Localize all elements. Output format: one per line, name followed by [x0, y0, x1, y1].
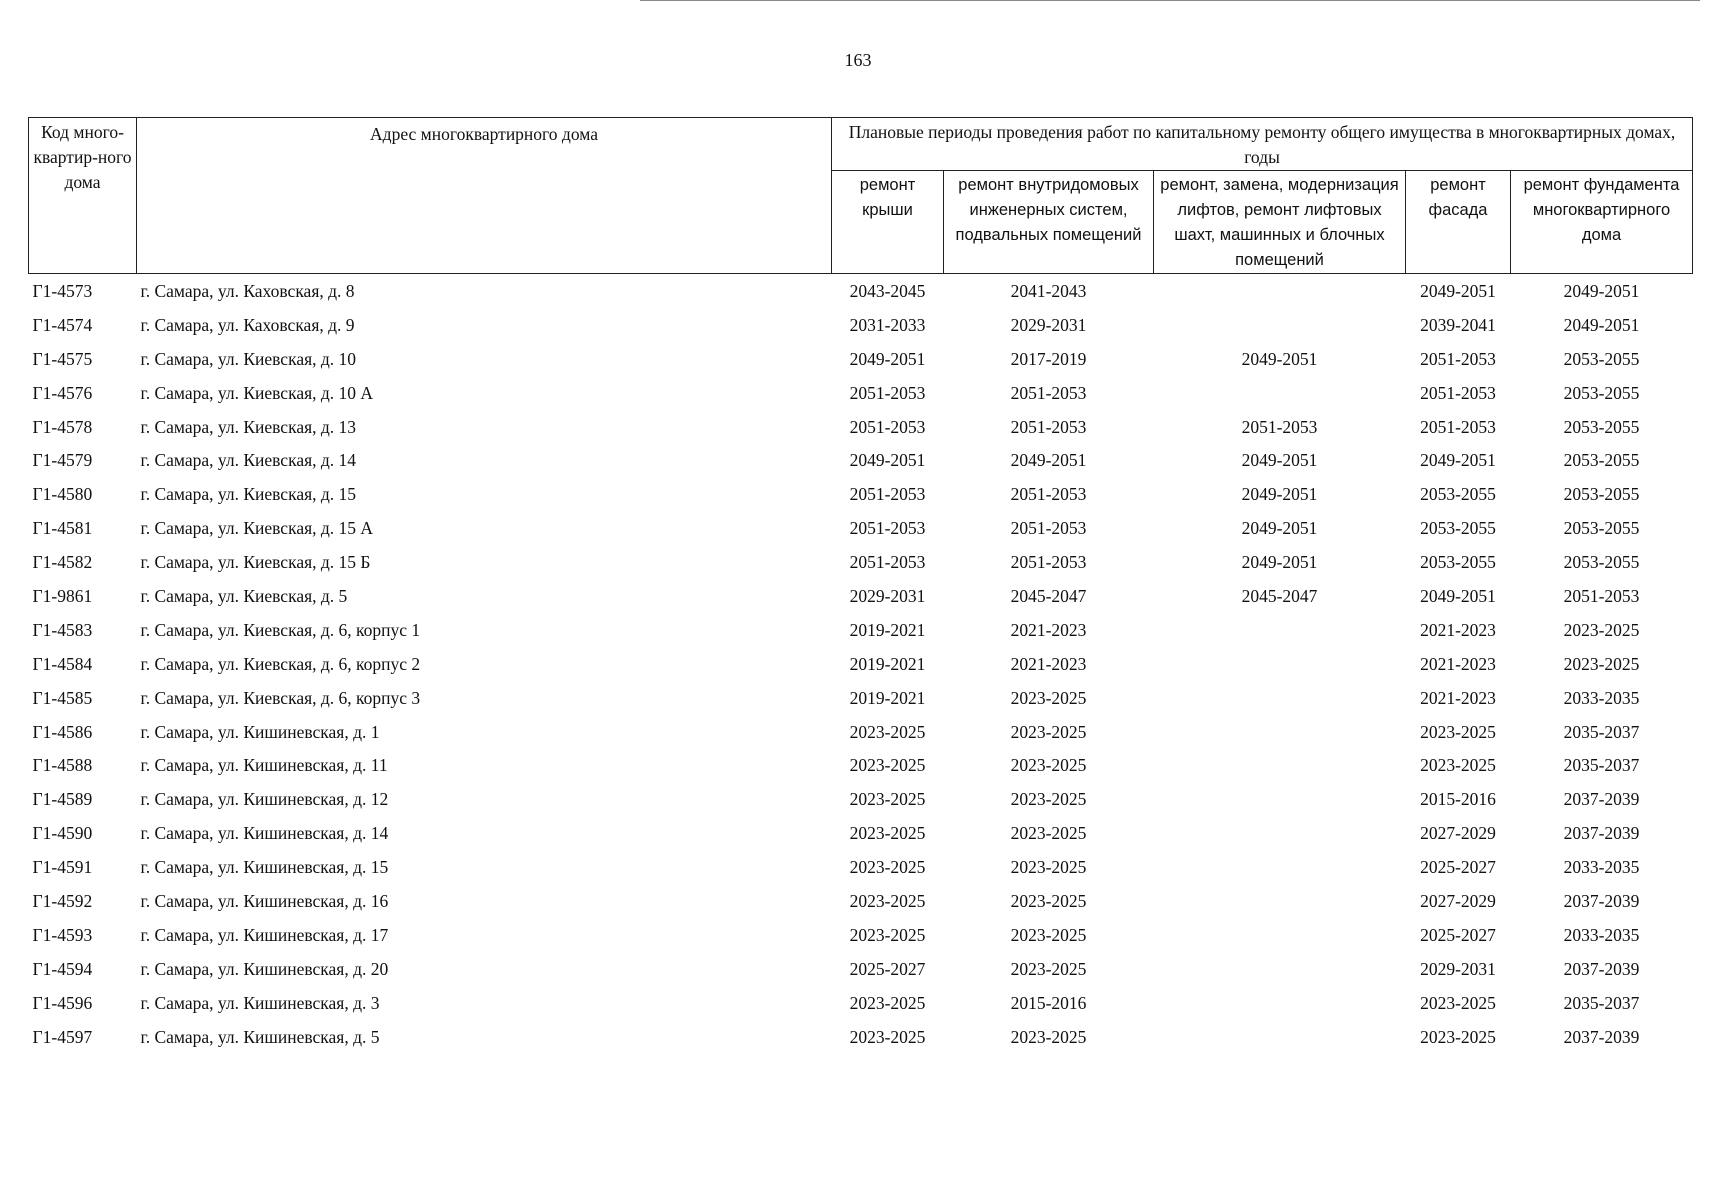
facade-period-cell: 2023-2025	[1420, 992, 1496, 1013]
engineering-period-cell: 2051-2053	[1010, 518, 1087, 539]
address-cell: г. Самара, ул. Кишиневская, д. 3	[140, 992, 380, 1013]
elevators-period-cell	[1154, 884, 1406, 918]
roof-period-cell: 2051-2053	[849, 552, 926, 573]
elevators-period-cell	[1154, 986, 1406, 1020]
table-row	[29, 613, 1693, 647]
engineering-period-cell: 2051-2053	[1010, 382, 1087, 403]
table-row	[29, 410, 1693, 444]
elevators-period-cell: 2045-2047	[1241, 585, 1318, 606]
code-cell: Г1-4574	[32, 314, 93, 335]
engineering-period-cell: 2017-2019	[1010, 348, 1087, 369]
roof-period-cell: 2023-2025	[849, 823, 926, 844]
facade-period-cell: 2051-2053	[1420, 416, 1496, 437]
foundation-period-cell: 2053-2055	[1563, 348, 1640, 369]
elevators-period-cell	[1154, 816, 1406, 850]
roof-period-cell: 2051-2053	[849, 484, 926, 505]
engineering-period-cell: 2021-2023	[1010, 653, 1087, 674]
roof-period-cell: 2023-2025	[849, 890, 926, 911]
foundation-period-cell: 2033-2035	[1563, 924, 1640, 945]
foundation-period-cell: 2035-2037	[1563, 755, 1640, 776]
code-cell: Г1-4597	[32, 1026, 93, 1047]
elevators-period-cell	[1154, 952, 1406, 986]
roof-period-cell: 2049-2051	[849, 348, 926, 369]
foundation-period-cell: 2053-2055	[1563, 484, 1640, 505]
table-body	[29, 274, 1693, 1054]
elevators-period-cell	[1154, 613, 1406, 647]
elevators-period-cell	[1154, 274, 1406, 308]
facade-period-cell: 2049-2051	[1420, 585, 1496, 606]
roof-period-cell: 2023-2025	[849, 721, 926, 742]
foundation-period-cell: 2053-2055	[1563, 518, 1640, 539]
engineering-period-cell: 2023-2025	[1010, 890, 1087, 911]
foundation-period-cell: 2023-2025	[1563, 653, 1640, 674]
foundation-period-cell: 2023-2025	[1563, 619, 1640, 640]
address-cell: г. Самара, ул. Киевская, д. 14	[140, 450, 357, 471]
code-cell: Г1-4589	[32, 789, 93, 810]
table-row	[29, 342, 1693, 376]
table-row	[29, 511, 1693, 545]
table-row	[29, 1020, 1693, 1054]
facade-period-cell: 2025-2027	[1420, 924, 1496, 945]
table-row	[29, 443, 1693, 477]
facade-period-cell: 2053-2055	[1420, 484, 1496, 505]
engineering-period-cell: 2023-2025	[1010, 789, 1087, 810]
foundation-period-cell: 2037-2039	[1563, 1026, 1640, 1047]
header-facade: ремонт фасада	[1406, 171, 1511, 274]
code-cell: Г1-4573	[32, 280, 93, 301]
address-cell: г. Самара, ул. Киевская, д. 6, корпус 1	[140, 619, 421, 640]
elevators-period-cell	[1154, 748, 1406, 782]
address-cell: г. Самара, ул. Каховская, д. 8	[140, 280, 355, 301]
roof-period-cell: 2023-2025	[849, 1026, 926, 1047]
code-cell: Г1-4588	[32, 755, 93, 776]
code-cell: Г1-4596	[32, 992, 93, 1013]
table-row	[29, 308, 1693, 342]
header-periods-group: Плановые периоды проведения работ по капитальному ремонту общего имущества в многоквартирных домах, годы	[832, 118, 1693, 171]
foundation-period-cell: 2033-2035	[1563, 687, 1640, 708]
foundation-period-cell: 2053-2055	[1563, 450, 1640, 471]
elevators-period-cell: 2051-2053	[1241, 416, 1318, 437]
code-cell: Г1-4585	[32, 687, 93, 708]
table-row	[29, 850, 1693, 884]
code-cell: Г1-4581	[32, 518, 93, 539]
facade-period-cell: 2023-2025	[1420, 755, 1496, 776]
foundation-period-cell: 2037-2039	[1563, 890, 1640, 911]
facade-period-cell: 2025-2027	[1420, 857, 1496, 878]
elevators-period-cell	[1154, 715, 1406, 749]
address-cell: г. Самара, ул. Киевская, д. 6, корпус 2	[140, 653, 421, 674]
roof-period-cell: 2019-2021	[849, 619, 926, 640]
foundation-period-cell: 2053-2055	[1563, 382, 1640, 403]
table-row	[29, 748, 1693, 782]
address-cell: г. Самара, ул. Кишиневская, д. 17	[140, 924, 389, 945]
facade-period-cell: 2053-2055	[1420, 518, 1496, 539]
address-cell: г. Самара, ул. Кишиневская, д. 11	[140, 755, 388, 776]
address-cell: г. Самара, ул. Киевская, д. 6, корпус 3	[140, 687, 421, 708]
engineering-period-cell: 2023-2025	[1010, 687, 1087, 708]
address-cell: г. Самара, ул. Киевская, д. 5	[140, 585, 348, 606]
engineering-period-cell: 2029-2031	[1010, 314, 1087, 335]
address-cell: г. Самара, ул. Киевская, д. 15 Б	[140, 552, 371, 573]
address-cell: г. Самара, ул. Кишиневская, д. 15	[140, 857, 389, 878]
roof-period-cell: 2031-2033	[849, 314, 926, 335]
engineering-period-cell: 2021-2023	[1010, 619, 1087, 640]
elevators-period-cell: 2049-2051	[1241, 348, 1318, 369]
header-foundation: ремонт фундамента многоквартирного дома	[1511, 171, 1693, 274]
address-cell: г. Самара, ул. Киевская, д. 13	[140, 416, 357, 437]
table-row	[29, 816, 1693, 850]
facade-period-cell: 2023-2025	[1420, 1026, 1496, 1047]
elevators-period-cell	[1154, 681, 1406, 715]
roof-period-cell: 2019-2021	[849, 687, 926, 708]
header-address: Адрес многоквартирного дома	[137, 118, 832, 274]
table-row	[29, 782, 1693, 816]
roof-period-cell: 2051-2053	[849, 382, 926, 403]
engineering-period-cell: 2041-2043	[1010, 280, 1087, 301]
facade-period-cell: 2027-2029	[1420, 823, 1496, 844]
table-row	[29, 952, 1693, 986]
roof-period-cell: 2023-2025	[849, 857, 926, 878]
foundation-period-cell: 2053-2055	[1563, 416, 1640, 437]
code-cell: Г1-4592	[32, 890, 93, 911]
address-cell: г. Самара, ул. Кишиневская, д. 12	[140, 789, 389, 810]
table-row	[29, 715, 1693, 749]
address-cell: г. Самара, ул. Киевская, д. 15	[140, 484, 357, 505]
engineering-period-cell: 2023-2025	[1010, 755, 1087, 776]
facade-period-cell: 2021-2023	[1420, 687, 1496, 708]
engineering-period-cell: 2051-2053	[1010, 416, 1087, 437]
elevators-period-cell: 2049-2051	[1241, 552, 1318, 573]
code-cell: Г1-4591	[32, 857, 93, 878]
facade-period-cell: 2015-2016	[1420, 789, 1496, 810]
address-cell: г. Самара, ул. Кишиневская, д. 14	[140, 823, 389, 844]
engineering-period-cell: 2023-2025	[1010, 1026, 1087, 1047]
elevators-period-cell	[1154, 850, 1406, 884]
elevators-period-cell: 2049-2051	[1241, 518, 1318, 539]
roof-period-cell: 2029-2031	[849, 585, 926, 606]
foundation-period-cell: 2033-2035	[1563, 857, 1640, 878]
engineering-period-cell: 2051-2053	[1010, 552, 1087, 573]
code-cell: Г1-9861	[32, 585, 93, 606]
engineering-period-cell: 2049-2051	[1010, 450, 1087, 471]
facade-period-cell: 2049-2051	[1420, 280, 1496, 301]
roof-period-cell: 2019-2021	[849, 653, 926, 674]
foundation-period-cell: 2037-2039	[1563, 958, 1640, 979]
address-cell: г. Самара, ул. Каховская, д. 9	[140, 314, 355, 335]
code-cell: Г1-4590	[32, 823, 93, 844]
foundation-period-cell: 2035-2037	[1563, 721, 1640, 742]
address-cell: г. Самара, ул. Кишиневская, д. 5	[140, 1026, 380, 1047]
page-number: 163	[844, 50, 872, 70]
facade-period-cell: 2023-2025	[1420, 721, 1496, 742]
code-cell: Г1-4579	[32, 450, 93, 471]
repair-schedule-table	[28, 117, 1693, 1053]
header-elevators: ремонт, замена, модернизация лифтов, ремонт лифтовых шахт, машинных и блочных помещений	[1154, 171, 1406, 274]
engineering-period-cell: 2045-2047	[1010, 585, 1087, 606]
table-row	[29, 579, 1693, 613]
address-cell: г. Самара, ул. Киевская, д. 10	[140, 348, 357, 369]
table-row	[29, 884, 1693, 918]
code-cell: Г1-4580	[32, 484, 93, 505]
facade-period-cell: 2029-2031	[1420, 958, 1496, 979]
roof-period-cell: 2023-2025	[849, 992, 926, 1013]
elevators-period-cell	[1154, 376, 1406, 410]
engineering-period-cell: 2023-2025	[1010, 823, 1087, 844]
code-cell: Г1-4582	[32, 552, 93, 573]
code-cell: Г1-4586	[32, 721, 93, 742]
facade-period-cell: 2039-2041	[1420, 314, 1496, 335]
code-cell: Г1-4584	[32, 653, 93, 674]
address-cell: г. Самара, ул. Киевская, д. 10 А	[140, 382, 374, 403]
address-cell: г. Самара, ул. Кишиневская, д. 20	[140, 958, 389, 979]
code-cell: Г1-4583	[32, 619, 93, 640]
foundation-period-cell: 2037-2039	[1563, 823, 1640, 844]
engineering-period-cell: 2051-2053	[1010, 484, 1087, 505]
address-cell: г. Самара, ул. Кишиневская, д. 1	[140, 721, 380, 742]
code-cell: Г1-4593	[32, 924, 93, 945]
header-engineering: ремонт внутридомовых инженерных систем, подвальных помещений	[944, 171, 1154, 274]
code-cell: Г1-4594	[32, 958, 93, 979]
elevators-period-cell	[1154, 782, 1406, 816]
elevators-period-cell: 2049-2051	[1241, 484, 1318, 505]
roof-period-cell: 2023-2025	[849, 789, 926, 810]
elevators-period-cell	[1154, 918, 1406, 952]
header-roof: ремонт крыши	[832, 171, 944, 274]
table-row	[29, 477, 1693, 511]
roof-period-cell: 2049-2051	[849, 450, 926, 471]
facade-period-cell: 2051-2053	[1420, 348, 1496, 369]
roof-period-cell: 2051-2053	[849, 416, 926, 437]
table-row	[29, 545, 1693, 579]
table-row	[29, 376, 1693, 410]
engineering-period-cell: 2023-2025	[1010, 924, 1087, 945]
engineering-period-cell: 2023-2025	[1010, 958, 1087, 979]
foundation-period-cell: 2053-2055	[1563, 552, 1640, 573]
code-cell: Г1-4575	[32, 348, 93, 369]
foundation-period-cell: 2051-2053	[1563, 585, 1640, 606]
engineering-period-cell: 2015-2016	[1010, 992, 1087, 1013]
foundation-period-cell: 2035-2037	[1563, 992, 1640, 1013]
code-cell: Г1-4576	[32, 382, 93, 403]
elevators-period-cell	[1154, 308, 1406, 342]
facade-period-cell: 2051-2053	[1420, 382, 1496, 403]
engineering-period-cell: 2023-2025	[1010, 857, 1087, 878]
elevators-period-cell	[1154, 1020, 1406, 1054]
facade-period-cell: 2049-2051	[1420, 450, 1496, 471]
facade-period-cell: 2021-2023	[1420, 653, 1496, 674]
foundation-period-cell: 2049-2051	[1563, 280, 1640, 301]
table-row	[29, 647, 1693, 681]
table-row	[29, 986, 1693, 1020]
table-row	[29, 274, 1693, 308]
roof-period-cell: 2043-2045	[849, 280, 926, 301]
header-code: Код много-квартир-ного дома	[29, 118, 137, 274]
roof-period-cell: 2025-2027	[849, 958, 926, 979]
facade-period-cell: 2027-2029	[1420, 890, 1496, 911]
table-row	[29, 681, 1693, 715]
foundation-period-cell: 2037-2039	[1563, 789, 1640, 810]
engineering-period-cell: 2023-2025	[1010, 721, 1087, 742]
code-cell: Г1-4578	[32, 416, 93, 437]
top-scan-rule	[640, 0, 1700, 1]
foundation-period-cell: 2049-2051	[1563, 314, 1640, 335]
roof-period-cell: 2023-2025	[849, 924, 926, 945]
address-cell: г. Самара, ул. Киевская, д. 15 А	[140, 518, 374, 539]
table-row	[29, 918, 1693, 952]
address-cell: г. Самара, ул. Кишиневская, д. 16	[140, 890, 389, 911]
facade-period-cell: 2021-2023	[1420, 619, 1496, 640]
table-header	[29, 118, 1693, 274]
elevators-period-cell	[1154, 647, 1406, 681]
facade-period-cell: 2053-2055	[1420, 552, 1496, 573]
roof-period-cell: 2023-2025	[849, 755, 926, 776]
elevators-period-cell: 2049-2051	[1241, 450, 1318, 471]
roof-period-cell: 2051-2053	[849, 518, 926, 539]
